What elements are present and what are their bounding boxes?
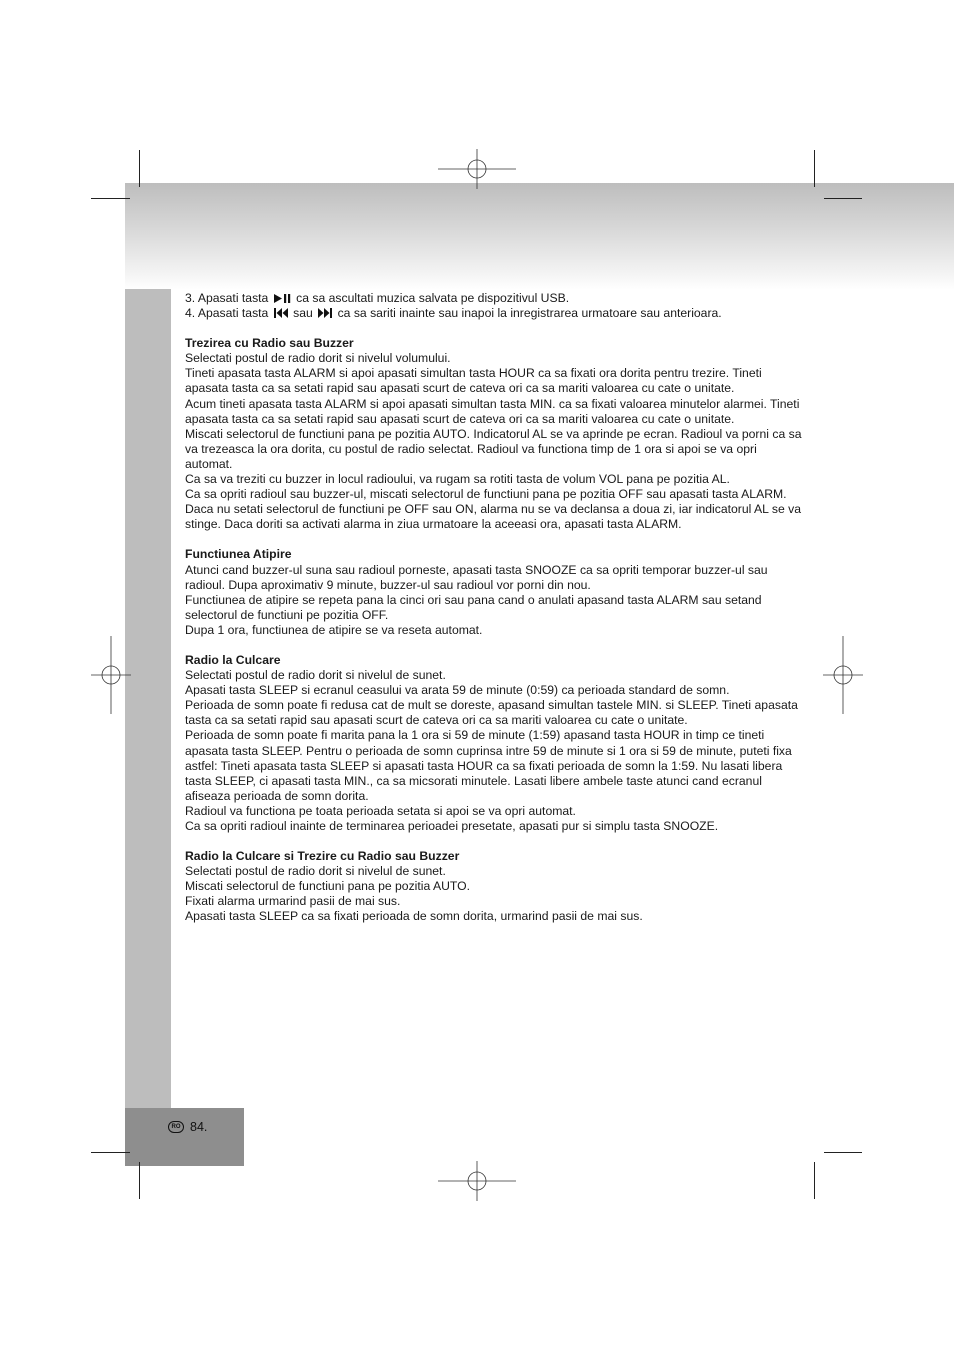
section-title: Functiunea Atipire xyxy=(185,547,292,562)
crop-mark xyxy=(824,198,862,199)
paragraph: Radioul va functiona pe toata perioada setata si apoi se va opri automat. xyxy=(185,803,576,818)
manual-content xyxy=(185,291,807,925)
paragraph: Dupa 1 ora, functiunea de atipire se va reseta automat. xyxy=(185,622,483,637)
paragraph: Selectati postul de radio dorit si nivelul de sunet. xyxy=(185,864,446,879)
crop-mark xyxy=(139,1162,140,1199)
paragraph: Apasati tasta SLEEP ca sa fixati perioada de somn dorita, urmarind pasii de mai sus. xyxy=(185,909,643,924)
crop-mark xyxy=(91,198,130,199)
page-number-tab xyxy=(125,1108,244,1166)
paragraph: Daca nu setati selectorul de functiuni pe OFF sau ON, alarma nu se va declansa a doua zi, iar indicatorul AL se va stinge. Daca doriti sa activati alarma in ziua urmatoare la aceeasi ora, apasati tasta ALARM. xyxy=(185,502,802,532)
registration-mark-icon xyxy=(438,1161,516,1201)
play-pause-icon xyxy=(274,294,291,303)
page-footer xyxy=(168,1119,207,1135)
paragraph: Functiunea de atipire se repeta pana la cinci ori sau pana cand o anulati apasand tasta ALARM sau setand selectorul de functiuni pe pozitia OFF. xyxy=(185,592,762,622)
paragraph: Miscati selectorul de functiuni pana pe pozitia AUTO. xyxy=(185,879,470,894)
side-bar xyxy=(125,289,171,1109)
section-sleep xyxy=(185,653,807,834)
crop-mark xyxy=(814,150,815,187)
paragraph: Ca sa opriti radioul inainte de terminarea perioadei presetate, apasati pur si simplu tasta SNOOZE. xyxy=(185,819,719,833)
section-snooze xyxy=(185,547,807,638)
section-sleep-and-alarm xyxy=(185,849,807,924)
crop-mark xyxy=(139,150,140,187)
registration-mark-icon xyxy=(438,149,516,189)
crop-mark xyxy=(814,1162,815,1199)
registration-mark-icon xyxy=(823,636,863,714)
paragraph: Atunci cand buzzer-ul suna sau radioul porneste, apasati tasta SNOOZE ca sa opriti temporar buzzer-ul sau radioul. Dupa aproximativ 9 minute, buzzer-ul sau radioul vor porni din nou. xyxy=(185,562,768,592)
crop-mark xyxy=(824,1152,862,1153)
paragraph: Ca sa opriti radioul sau buzzer-ul, miscati selectorul de functiuni pana pe pozitia OFF sau apasati tasta ALARM. xyxy=(185,487,787,502)
paragraph: Perioada de somn poate fi redusa cat de mult se doreste, apasand simultan tastele MIN. si SLEEP. Tineti apasata tasta ca sa setati rapid sau apasati scurt de cateva ori ca sa mariti valoarea cu cate o unitate. xyxy=(185,698,798,728)
page-number: 84. xyxy=(190,1120,208,1134)
paragraph: Ca sa va treziti cu buzzer in locul radioului, va rugam sa rotiti tasta de volum VOL pana pe pozitia AL. xyxy=(185,472,730,487)
paragraph: Perioada de somn poate fi marita pana la 1 ora si 59 de minute (1:59) apasand tasta HOUR in timp ce tineti apasata tasta SLEEP. Pentru o perioada de somn cuprinsa intre 59 de minute si 1 ora si 59 de minute, puteti fixa astfel: Tineti apasata tasta SLEEP si apasati tasta HOUR ca sa fixati perioada de somn la 1:59. Nu lasati libera tasta SLEEP, ci apasati tasta MIN., ca sa micsorati minutele. Lasati libere ambele taste atunci cand ecranul afiseaza perioada de somn dorita. xyxy=(185,728,792,803)
paragraph: Acum tineti apasata tasta ALARM si apoi apasati simultan tasta MIN. ca sa fixati valoarea minutelor alarmei. Tineti apasata tasta ca sa setati rapid sau apasati scurt de cateva ori ca sa mariti valoarea cu cate o unitate. xyxy=(185,396,800,426)
step-4: 4. Apasati tasta sau ca sa sariti inainte sau inapoi la inregistrarea urmatoare sau anterioara. xyxy=(185,306,722,321)
skip-forward-icon xyxy=(318,308,332,318)
paragraph: Selectati postul de radio dorit si nivelul volumului. xyxy=(185,351,451,366)
paragraph: Apasati tasta SLEEP si ecranul ceasului va arata 59 de minute (0:59) ca perioada standard de somn. xyxy=(185,683,730,698)
step-3: 3. Apasati tasta ca sa ascultati muzica salvata pe dispozitivul USB. xyxy=(185,291,570,305)
paragraph: Tineti apasata tasta ALARM si apoi apasati simultan tasta HOUR ca sa fixati ora dorita pentru trezire. Tineti apasata tasta ca sa setati rapid sau apasati scurt de cateva ori ca sa mariti valoarea cu cate o unitate. xyxy=(185,366,762,396)
section-title: Radio la Culcare si Trezire cu Radio sau Buzzer xyxy=(185,849,460,864)
paragraph: Miscati selectorul de functiuni pana pe pozitia AUTO. Indicatorul AL se va aprinde pe ecran. Radioul va porni ca sa va trezeasca la ora dorita, cu postul de radio selectat. Radioul va functiona timp de 1 ora si apoi se va opri automat. xyxy=(185,426,802,471)
header-band xyxy=(125,183,954,290)
section-alarm xyxy=(185,336,807,532)
section-title: Radio la Culcare xyxy=(185,652,281,667)
skip-back-icon xyxy=(274,308,288,318)
section-title: Trezirea cu Radio sau Buzzer xyxy=(185,336,354,351)
crop-mark xyxy=(91,1152,130,1153)
paragraph: Fixati alarma urmarind pasii de mai sus. xyxy=(185,894,401,909)
language-badge: RO xyxy=(168,1121,184,1133)
registration-mark-icon xyxy=(91,636,131,714)
paragraph: Selectati postul de radio dorit si nivelul de sunet. xyxy=(185,668,446,683)
